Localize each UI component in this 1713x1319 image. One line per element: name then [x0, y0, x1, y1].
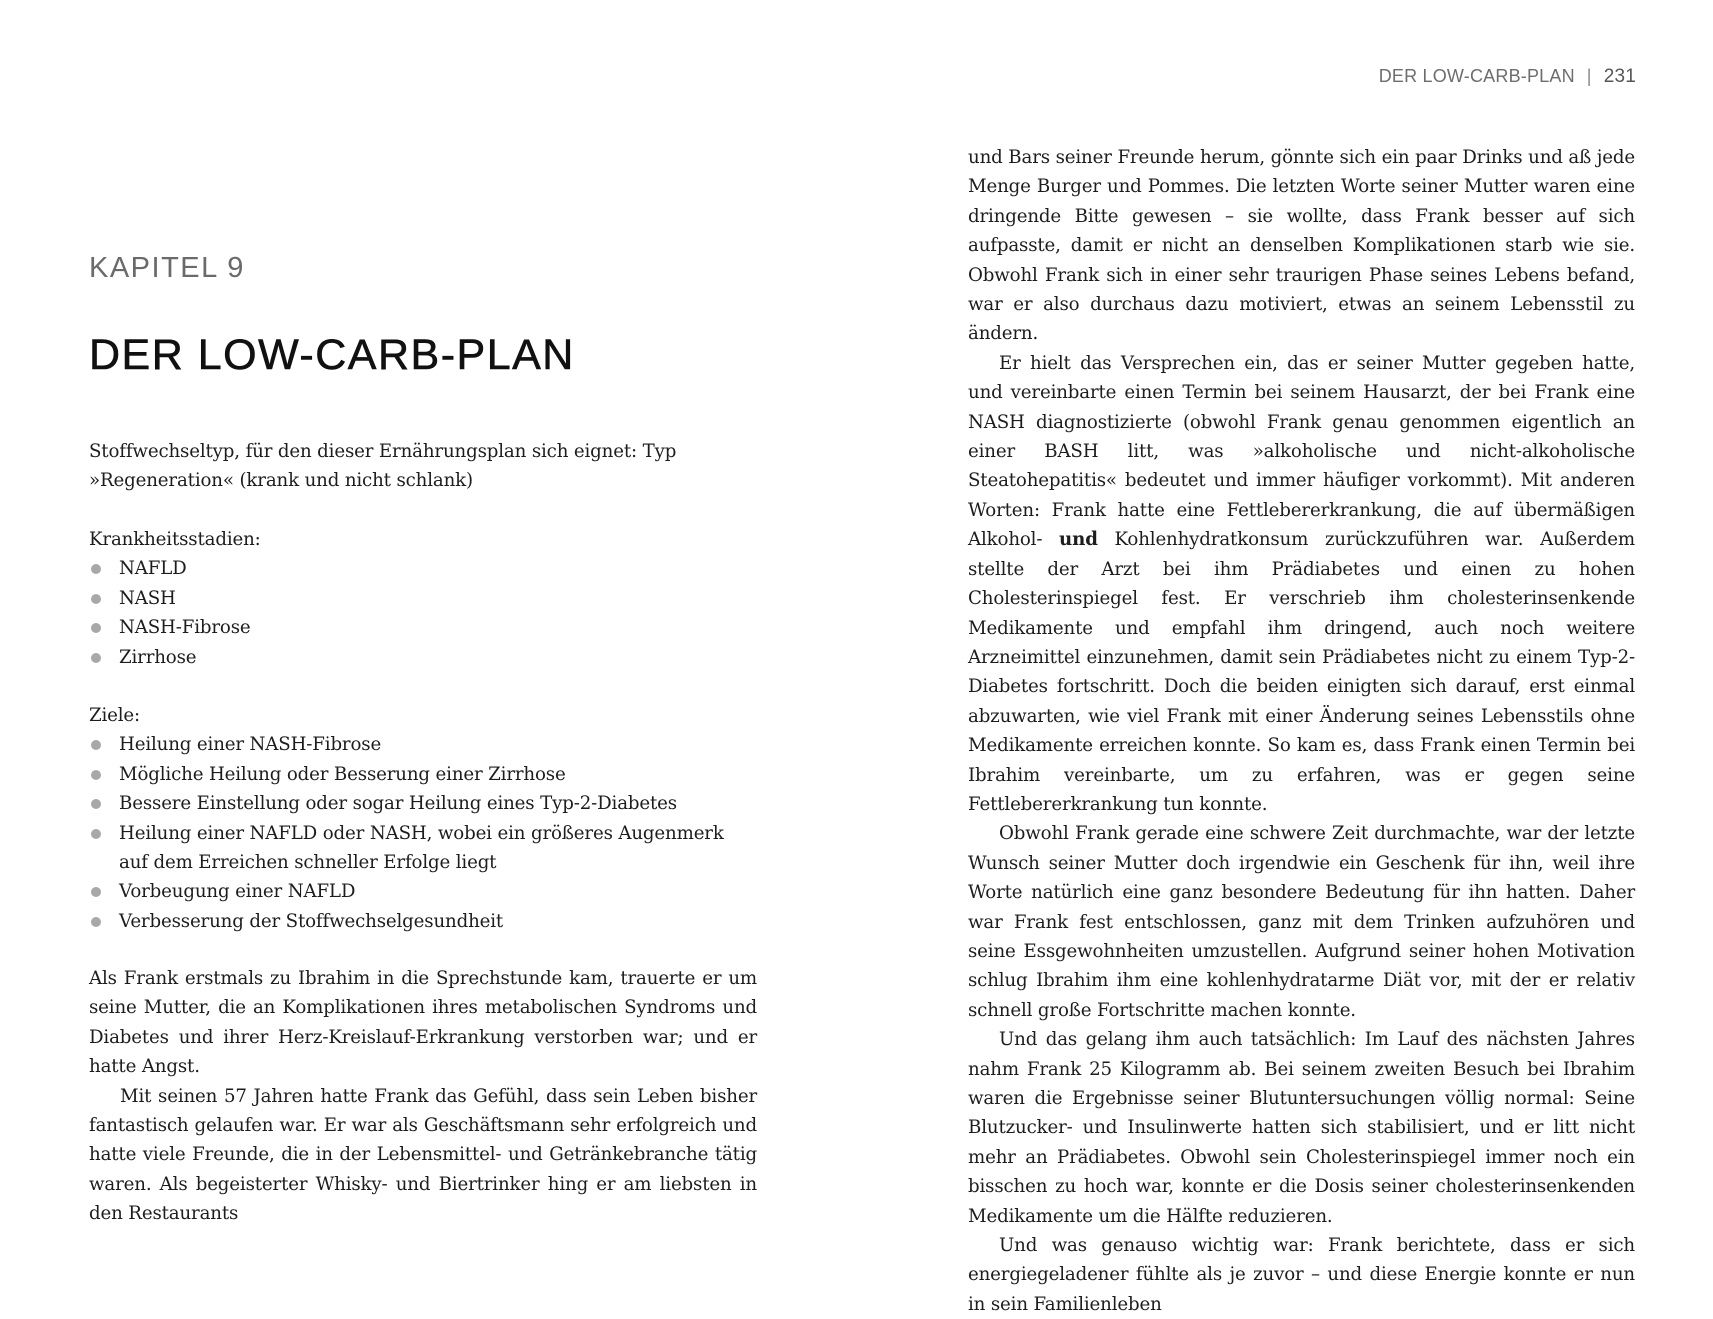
story-paragraph: Mit seinen 57 Jahren hatte Frank das Gefühl, dass sein Leben bisher fantastisch gelaufen war. Er war als Geschäftsmann sehr erfolgreich und hatte viele Freunde, die in der Lebensmittel- und Getränkebranche tätig waren. Als begeisterter Whisky- und Biertrinker hing er am liebsten in den Restaurants [89, 1085, 757, 1225]
goals-list [89, 730, 757, 936]
page-number: 231 [1603, 66, 1636, 87]
story-text: Kohlenhydratkonsum zurückzuführen war. Außerdem stellte der Arzt bei ihm Prädiabetes und einen zu hohen Cholesterinspiegel fest. Er verschrieb ihm cholesterinsenkende Medikamente und empfahl ihm dringend, auch noch weitere Arzneimittel einzunehmen, damit sein Prädiabetes nicht zu einem Typ-2-Diabetes fortschritt. Doch die beiden einigten sich darauf, erst einmal abzuwarten, wie viel Frank mit einer Änderung seines Lebensstils ohne Medikamente erreichen konnte. So kam es, dass Frank einen Termin bei Ibrahim vereinbarte, um zu erfahren, was er gegen seine Fettlebererkrankung tun konnte. [968, 529, 1635, 815]
left-story [89, 964, 757, 1229]
story-paragraph: Und das gelang ihm auch tatsächlich: Im Lauf des nächsten Jahres nahm Frank 25 Kilogramm ab. Bei seinem zweiten Besuch bei Ibrahim waren die Ergebnisse seiner Blutuntersuchungen völlig normal: Seine Blutzucker- und Insulinwerte hatten sich stabilisiert, und er litt nicht mehr an Prädiabetes. Obwohl sein Cholesterinspiegel immer noch ein bisschen zu hoch war, konnte er die Dosis seiner cholesterinsenkenden Medikamente um die Hälfte reduzieren. [968, 1029, 1635, 1227]
stages-label: Krankheitsstadien: [89, 529, 261, 550]
goals-label: Ziele: [89, 705, 141, 726]
running-head [1379, 66, 1636, 88]
list-item: NAFLD [89, 554, 757, 583]
story-paragraph: und Bars seiner Freunde herum, gönnte sich ein paar Drinks und aß jede Menge Burger und Pommes. Die letzten Worte seiner Mutter waren eine dringende Bitte gewesen – sie wollte, dass Frank besser auf sich aufpasste, damit er nicht an denselben Komplikationen starb wie sie. Obwohl Frank sich in einer sehr traurigen Phase seines Lebens befand, war er also durchaus dazu motiviert, etwas an seinem Lebensstil zu ändern. [968, 147, 1635, 345]
running-head-title: DER LOW-CARB-PLAN [1378, 66, 1575, 86]
right-page [968, 143, 1635, 1319]
story-paragraph: Und was genauso wichtig war: Frank berichtete, dass er sich energiegeladener fühlte als je zuvor – und diese Energie konnte er nun in sein Familienleben [968, 1235, 1635, 1315]
story-paragraph [968, 349, 1635, 820]
disease-stages [89, 525, 757, 672]
list-item: Heilung einer NASH-Fibrose [89, 730, 757, 759]
story-text: Er hielt das Versprechen ein, das er seiner Mutter gegeben hatte, und vereinbarte einen Termin bei seinem Hausarzt, der bei Frank eine NASH diagnostizierte (obwohl Frank genau genommen eigentlich an einer BASH litt, was »alkoholische und nicht-alkoholische Steatohepatitis« bedeutet und immer häufiger vorkommt). Mit anderen Worten: Frank hatte eine Fettlebererkrankung, die auf übermäßigen Alkohol- [968, 352, 1635, 551]
list-item: Heilung einer NAFLD oder NASH, wobei ein größeres Augenmerk auf dem Erreichen schneller Erfolge liegt [89, 819, 757, 878]
chapter-title: DER LOW-CARB-PLAN [89, 331, 575, 379]
bold-emphasis: und [1059, 529, 1098, 551]
running-head-separator: | [1586, 66, 1592, 86]
metabolic-type-intro [89, 437, 757, 496]
list-item: Zirrhose [89, 643, 757, 672]
list-item: Mögliche Heilung oder Besserung einer Zirrhose [89, 760, 757, 789]
list-item: Verbesserung der Stoffwechselgesundheit [89, 907, 757, 936]
list-item: Bessere Einstellung oder sogar Heilung eines Typ-2-Diabetes [89, 789, 757, 818]
stages-list [89, 554, 757, 672]
list-item: NASH-Fibrose [89, 613, 757, 642]
list-item: Vorbeugung einer NAFLD [89, 877, 757, 906]
list-item: NASH [89, 584, 757, 613]
metabolic-type-text: Stoffwechseltyp, für den dieser Ernährungsplan sich eignet: Typ »Regeneration« (krank und nicht schlank) [89, 441, 677, 492]
chapter-label: KAPITEL 9 [89, 252, 245, 284]
story-paragraph: Obwohl Frank gerade eine schwere Zeit durchmachte, war der letzte Wunsch seiner Mutter doch irgendwie ein Geschenk für ihn, weil ihre Worte natürlich eine ganz besondere Bedeutung für ihn hatten. Daher war Frank fest entschlossen, ganz mit dem Trinken aufzuhören und seine Essgewohnheiten umzustellen. Aufgrund seiner hohen Motivation schlug Ibrahim ihm eine kohlenhydratarme Diät vor, mit der er relativ schnell große Fortschritte machen konnte. [968, 823, 1635, 1021]
goals [89, 701, 757, 936]
story-paragraph: Als Frank erstmals zu Ibrahim in die Sprechstunde kam, trauerte er um seine Mutter, die an Komplikationen ihres metabolischen Syndroms und Diabetes und ihrer Herz-Kreislauf-Erkrankung verstorben war; und er hatte Angst. [89, 968, 757, 1078]
